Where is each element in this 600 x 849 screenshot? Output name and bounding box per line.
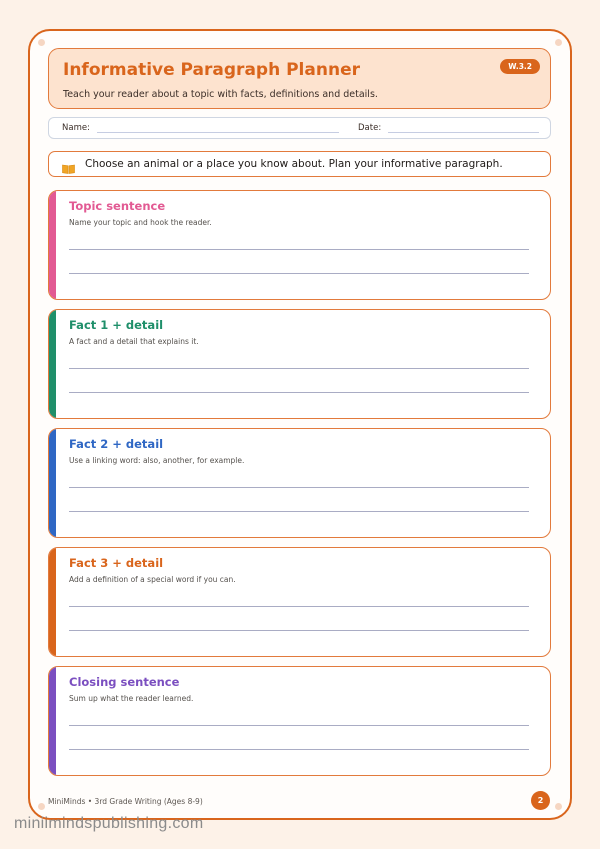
section-color-bar [49, 310, 56, 418]
watermark: miniimindspublishing.com [14, 815, 204, 832]
name-field[interactable] [97, 132, 339, 133]
section-color-bar [49, 429, 56, 537]
footer-text: MiniMinds • 3rd Grade Writing (Ages 8-9) [48, 797, 203, 806]
section-title: Fact 1 + detail [69, 318, 164, 332]
writing-line[interactable] [69, 749, 529, 750]
date-field[interactable] [388, 132, 539, 133]
writing-line[interactable] [69, 273, 529, 274]
section-fact-3 [48, 547, 551, 657]
date-label: Date: [358, 123, 382, 133]
writing-line[interactable] [69, 511, 529, 512]
writing-line[interactable] [69, 368, 529, 369]
name-label: Name: [62, 123, 90, 133]
section-title: Closing sentence [69, 675, 180, 689]
section-title: Topic sentence [69, 199, 166, 213]
corner-dot-top-left [38, 39, 45, 46]
section-color-bar [49, 548, 56, 656]
section-color-bar [49, 667, 56, 775]
page-number: 2 [531, 791, 550, 810]
section-closing-sentence [48, 666, 551, 776]
section-hint: Sum up what the reader learned. [69, 694, 194, 703]
writing-line[interactable] [69, 249, 529, 250]
writing-line[interactable] [69, 630, 529, 631]
section-title: Fact 3 + detail [69, 556, 164, 570]
worksheet-header [48, 48, 551, 109]
instruction-text: Choose an animal or a place you know about. Plan your informative paragraph. [85, 158, 503, 170]
instruction-box [48, 151, 551, 177]
section-hint: Add a definition of a special word if you can. [69, 575, 236, 584]
section-topic-sentence [48, 190, 551, 300]
writing-line[interactable] [69, 606, 529, 607]
writing-line[interactable] [69, 725, 529, 726]
section-hint: Use a linking word: also, another, for example. [69, 456, 245, 465]
book-icon [62, 159, 75, 169]
section-hint: A fact and a detail that explains it. [69, 337, 199, 346]
standard-badge: W.3.2 [500, 59, 540, 74]
page-title: Informative Paragraph Planner [63, 60, 360, 80]
page-subtitle: Teach your reader about a topic with facts, definitions and details. [63, 89, 378, 100]
writing-line[interactable] [69, 487, 529, 488]
corner-dot-top-right [555, 39, 562, 46]
section-title: Fact 2 + detail [69, 437, 164, 451]
section-fact-2 [48, 428, 551, 538]
corner-dot-bottom-right [555, 803, 562, 810]
section-color-bar [49, 191, 56, 299]
corner-dot-bottom-left [38, 803, 45, 810]
section-fact-1 [48, 309, 551, 419]
writing-line[interactable] [69, 392, 529, 393]
section-hint: Name your topic and hook the reader. [69, 218, 212, 227]
name-date-bar [48, 117, 551, 139]
